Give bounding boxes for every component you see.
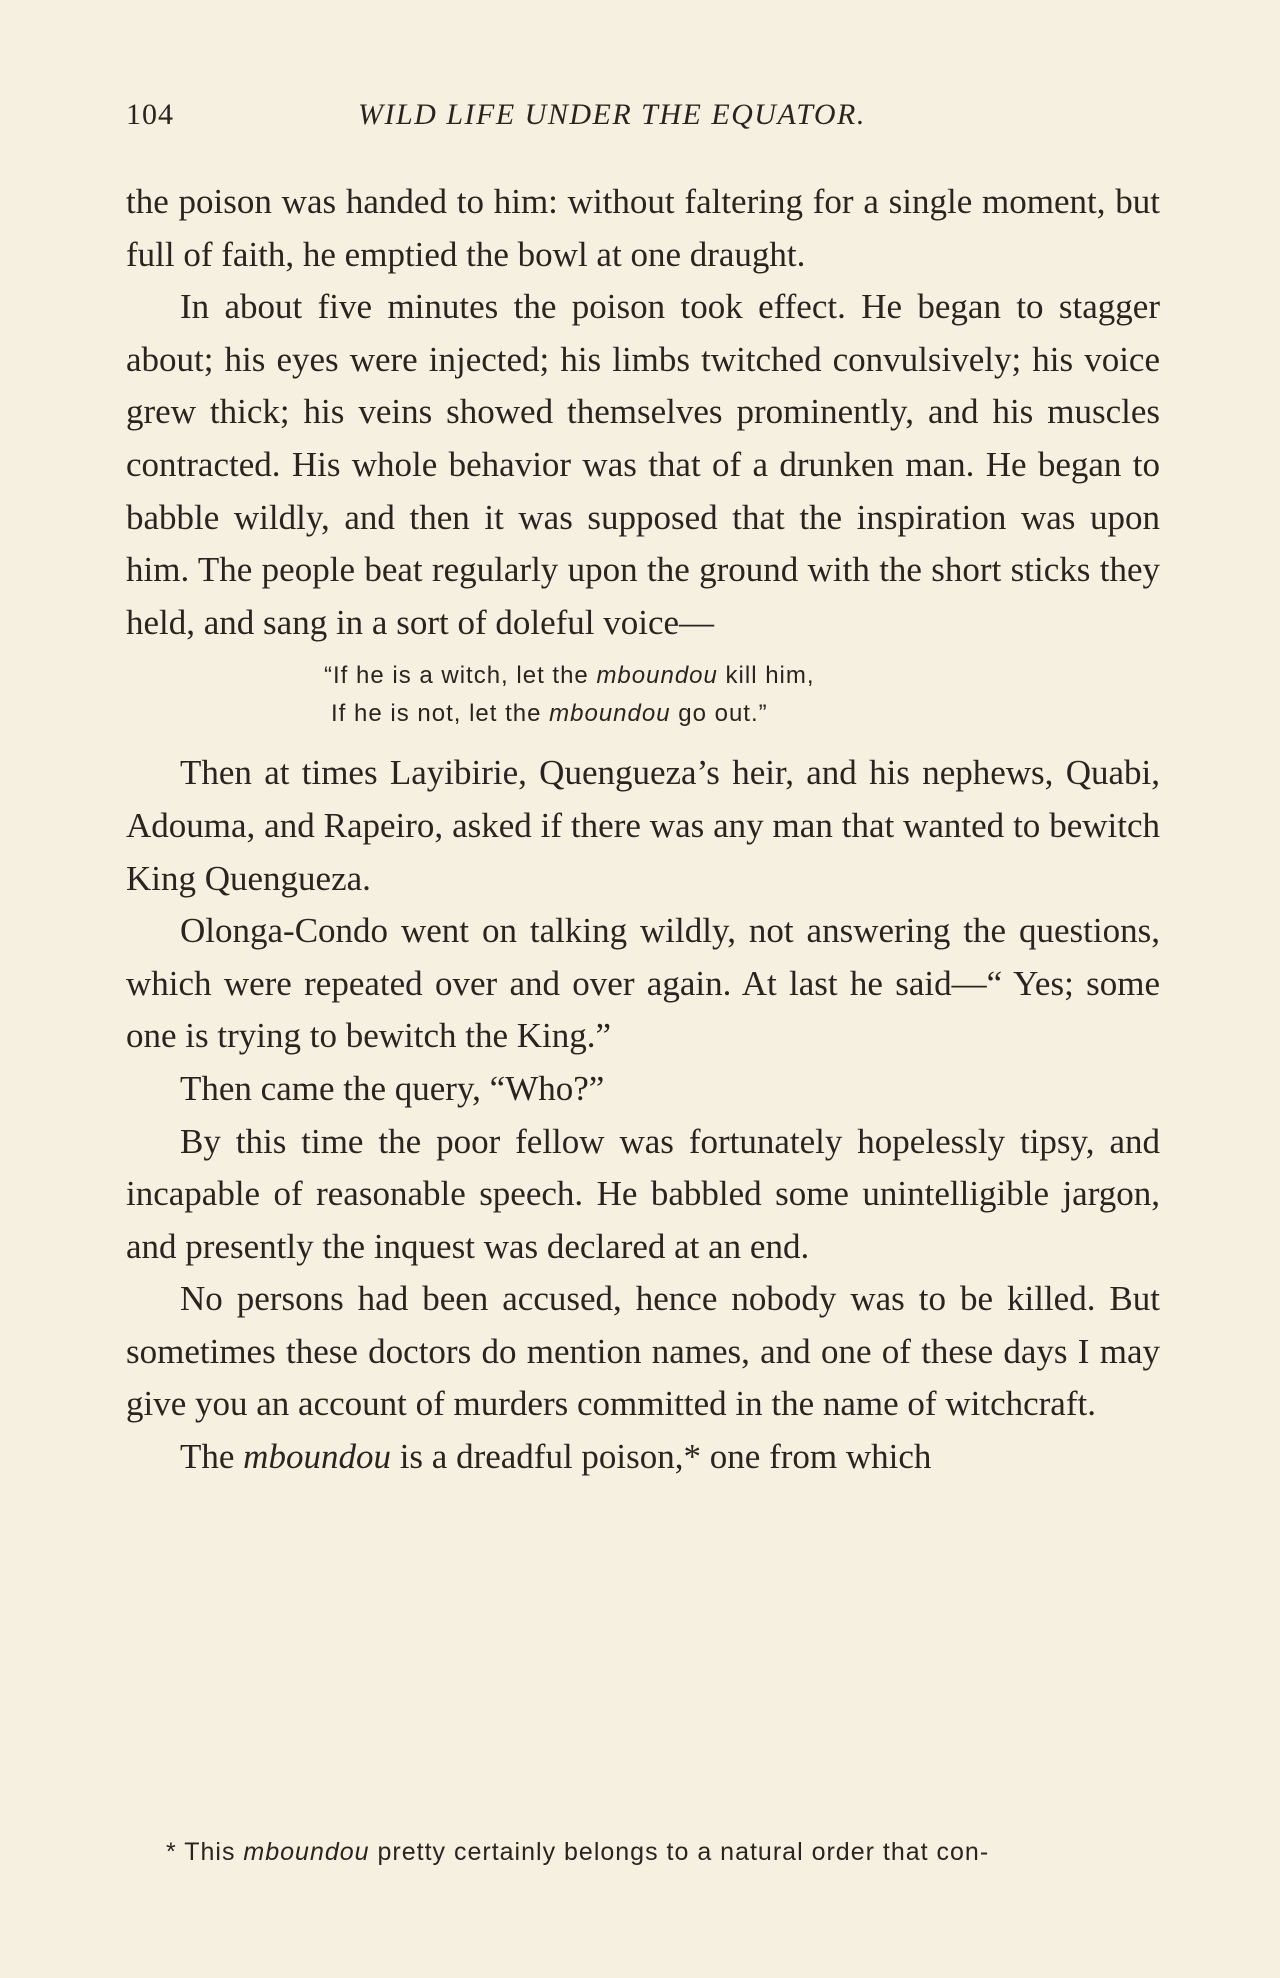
verse-line-1-text-c: kill him, [717,662,815,690]
paragraph-4: Olonga-Condo went on talking wildly, not answering the questions, which were repeated over and over again. At last he said—“ Yes; some one is trying to bewitch the King.” [126,911,1160,1056]
footnote-text-c: pretty certainly belongs to a natural order that con- [369,1838,990,1866]
verse-quote [126,657,1160,733]
verse-line-2-text-c: go out.” [670,700,768,728]
paragraph-3: Then at times Layibirie, Quengueza’s heir, and his nephews, Quabi, Adouma, and Rapeiro, asked if there was any man that wanted to bewitch King Quengueza. [126,753,1160,898]
footnote-text-a: * This [166,1838,244,1866]
verse-line-2-text-a: If he is not, let the [331,700,550,728]
paragraph-6: By this time the poor fellow was fortunately hopelessly tipsy, and incapable of reasonable speech. He babbled some unintelligible jargon, and presently the inquest was declared at an end. [126,1121,1160,1266]
paragraph-8-text-a: The [180,1437,244,1477]
body-text [126,176,1160,1484]
page-number: 104 [126,98,174,131]
verse-line-1-italic: mboundou [596,662,718,690]
paragraph-7: No persons had been accused, hence nobody was to be killed. But sometimes these doctors do mention names, and one of these days I may give you an account of murders committed in the name of witchcraft. [126,1279,1160,1424]
paragraph-8-text-c: is a dreadful poison,* one from which [390,1437,932,1477]
footnote [166,1838,1166,1867]
paragraph-1: the poison was handed to him: without faltering for a single moment, but full of faith, he emptied the bowl at one draught. [126,182,1160,274]
paragraph-2: In about five minutes the poison took effect. He began to stagger about; his eyes were injected; his limbs twitched convulsively; his voice grew thick; his veins showed themselves prominently, and his muscles contracted. His whole behavior was that of a drunken man. He began to babble wildly, and then it was supposed that the inspiration was upon him. The people beat regularly upon the ground with the short sticks they held, and sang in a sort of doleful voice— [126,287,1160,642]
paragraph-5: Then came the query, “Who?” [180,1068,605,1108]
verse-line-2 [126,695,1160,733]
verse-line-2-italic: mboundou [549,700,671,728]
verse-line-1 [126,657,1160,695]
verse-line-1-text-a: “If he is a witch, let the [324,662,597,690]
footnote-italic: mboundou [243,1838,370,1866]
paragraph-8-italic: mboundou [243,1437,391,1477]
running-head [126,98,1176,142]
paragraph-8 [126,1431,1160,1484]
running-title: WILD LIFE UNDER THE EQUATOR. [358,98,866,131]
